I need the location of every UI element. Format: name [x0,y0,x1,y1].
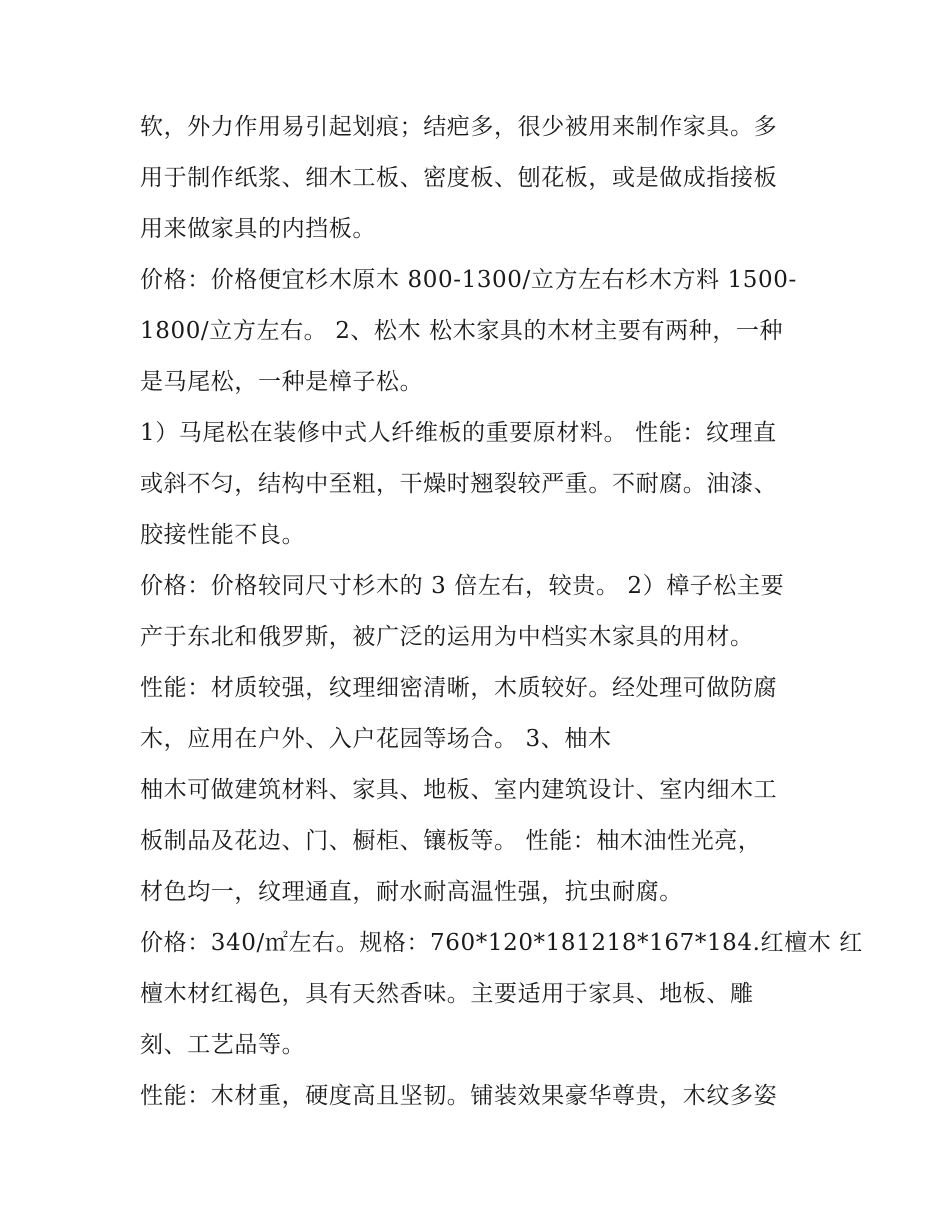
text-line: 性能：木材重，硬度高且坚韧。铺装效果豪华尊贵，木纹多姿 [140,1083,778,1109]
text-line: 用于制作纸浆、细木工板、密度板、刨花板，或是做成指接板 [140,165,778,191]
text-line: 木，应用在户外、入户花园等场合。 3、柚木 [140,726,612,752]
text-line: 材色均一，纹理通直，耐水耐高温性强，抗虫耐腐。 [140,879,683,905]
text-line: 1800/立方左右。 2、松木 松木家具的木材主要有两种，一种 [140,318,784,344]
text-line: 价格：价格便宜杉木原木 800-1300/立方左右杉木方料 1500- [140,267,797,293]
text-line: 用来做家具的内挡板。 [140,216,376,242]
text-line: 性能：材质较强，纹理细密清晰，木质较好。经处理可做防腐 [140,675,778,701]
text-line: 柚木可做建筑材料、家具、地板、室内建筑设计、室内细木工 [140,777,778,803]
text-line: 或斜不匀，结构中至粗，干燥时翘裂较严重。不耐腐。油漆、 [140,471,778,497]
text-line: 檀木材红褐色，具有天然香味。主要适用于家具、地板、雕 [140,981,754,1007]
text-line: 产于东北和俄罗斯，被广泛的运用为中档实木家具的用材。 [140,624,754,650]
text-line: 胶接性能不良。 [140,522,306,548]
text-line: 价格：价格较同尺寸杉木的 3 倍左右，较贵。 2）樟子松主要 [140,573,785,599]
text-line: 1）马尾松在装修中式人纤维板的重要原材料。 性能：纹理直 [140,420,777,446]
text-line: 软，外力作用易引起划痕；结疤多，很少被用来制作家具。多 [140,114,778,140]
text-line: 是马尾松，一种是樟子松。 [140,369,424,395]
document-body [140,102,863,1122]
text-line: 价格：340/㎡左右。规格：760*120*181218*167*184.红檀木 红 [140,930,863,956]
text-line: 板制品及花边、门、橱柜、镶板等。 性能：柚木油性光亮， [140,828,762,854]
text-line: 刻、工艺品等。 [140,1032,306,1058]
